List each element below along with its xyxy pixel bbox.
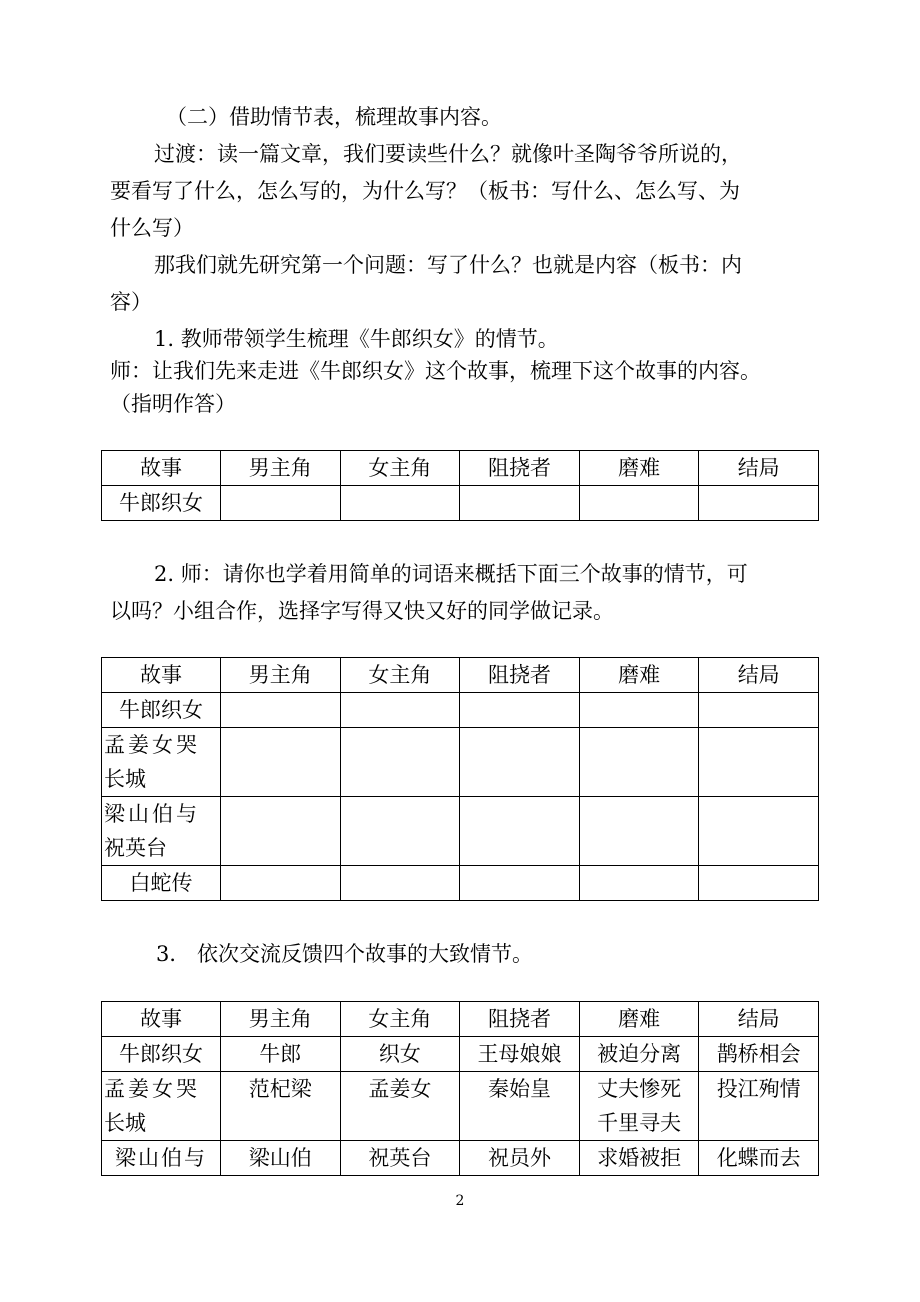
- blank-cell[interactable]: [699, 486, 819, 521]
- blank-cell[interactable]: [460, 486, 580, 521]
- content-line-1: 那我们就先研究第一个问题：写了什么？也就是内容（板书：内: [154, 253, 742, 277]
- blank-cell[interactable]: [579, 693, 699, 728]
- blank-cell[interactable]: [221, 728, 341, 797]
- header-cell: 磨难: [579, 1002, 699, 1037]
- blank-cell[interactable]: [460, 797, 580, 866]
- blank-cell[interactable]: [699, 693, 819, 728]
- blank-cell[interactable]: [221, 693, 341, 728]
- table-row: [102, 1072, 819, 1141]
- step1-title: 1. 教师带领学生梳理《牛郎织女》的情节。: [154, 327, 559, 351]
- content-line-2: 容）: [110, 290, 152, 314]
- hardship-cell: [579, 1072, 699, 1141]
- ending-cell: 鹊桥相会: [699, 1037, 819, 1072]
- table-row: [102, 1141, 819, 1176]
- header-cell: 女主角: [340, 658, 460, 693]
- female-lead-cell: 祝英台: [340, 1141, 460, 1176]
- section-title: （二）借助情节表，梳理故事内容。: [166, 105, 502, 129]
- header-cell: 结局: [699, 451, 819, 486]
- header-cell: 女主角: [340, 451, 460, 486]
- story-line: 孟姜女哭: [104, 1077, 200, 1101]
- hardship-cell: 被迫分离: [579, 1037, 699, 1072]
- blank-cell[interactable]: [579, 728, 699, 797]
- blank-cell[interactable]: [221, 797, 341, 866]
- table-row: [102, 693, 819, 728]
- header-cell: 男主角: [221, 658, 341, 693]
- table-row: [102, 1037, 819, 1072]
- plot-table-2: [101, 657, 819, 901]
- step2-line-1: 2. 师：请你也学着用简单的词语来概括下面三个故事的情节，可: [154, 562, 748, 586]
- story-cell: 牛郎织女: [102, 1037, 221, 1072]
- hardship-line: 丈夫惨死: [597, 1077, 682, 1101]
- step3-title: 3． 依次交流反馈四个故事的大致情节。: [156, 942, 534, 966]
- obstructor-cell: 王母娘娘: [460, 1037, 580, 1072]
- blank-cell[interactable]: [579, 797, 699, 866]
- header-cell: 磨难: [579, 658, 699, 693]
- header-cell: 结局: [699, 1002, 819, 1037]
- obstructor-cell: 祝员外: [460, 1141, 580, 1176]
- table-row: [102, 797, 819, 866]
- story-line: 孟姜女哭: [104, 733, 200, 757]
- transition-line-1: 过渡：读一篇文章，我们要读些什么？就像叶圣陶爷爷所说的，: [154, 142, 742, 166]
- story-line: 梁山伯与: [104, 802, 200, 826]
- blank-cell[interactable]: [579, 866, 699, 901]
- blank-cell[interactable]: [340, 728, 460, 797]
- table-row: [102, 486, 819, 521]
- header-cell: 男主角: [221, 1002, 341, 1037]
- ending-cell: 投江殉情: [699, 1072, 819, 1141]
- blank-cell[interactable]: [460, 728, 580, 797]
- table-header-row: [102, 1002, 819, 1037]
- female-lead-cell: 织女: [340, 1037, 460, 1072]
- plot-table-3: [101, 1001, 819, 1176]
- story-cell: 白蛇传: [102, 866, 221, 901]
- blank-cell[interactable]: [340, 486, 460, 521]
- story-cell: [102, 728, 221, 797]
- step2-line-2: 以吗？小组合作，选择字写得又快又好的同学做记录。: [110, 599, 614, 623]
- hardship-line: 千里寻夫: [597, 1111, 682, 1135]
- table-header-row: [102, 451, 819, 486]
- female-lead-cell: 孟姜女: [340, 1072, 460, 1141]
- blank-cell[interactable]: [579, 486, 699, 521]
- header-cell: 男主角: [221, 451, 341, 486]
- table-row: [102, 728, 819, 797]
- male-lead-cell: 牛郎: [221, 1037, 341, 1072]
- male-lead-cell: 梁山伯: [221, 1141, 341, 1176]
- story-line: 长城: [104, 767, 146, 791]
- blank-cell[interactable]: [699, 797, 819, 866]
- story-cell: 牛郎织女: [102, 693, 221, 728]
- header-cell: 女主角: [340, 1002, 460, 1037]
- ending-cell: 化蝶而去: [699, 1141, 819, 1176]
- story-cell: 牛郎织女: [102, 486, 221, 521]
- transition-line-2: 要看写了什么，怎么写的，为什么写？（板书：写什么、怎么写、为: [110, 179, 740, 203]
- blank-cell[interactable]: [221, 486, 341, 521]
- plot-table-1: [101, 450, 819, 521]
- story-line: 祝英台: [104, 836, 167, 860]
- story-cell: [102, 1072, 221, 1141]
- blank-cell[interactable]: [460, 693, 580, 728]
- blank-cell[interactable]: [340, 693, 460, 728]
- header-cell: 故事: [102, 658, 221, 693]
- blank-cell[interactable]: [221, 866, 341, 901]
- header-cell: 磨难: [579, 451, 699, 486]
- header-cell: 阻挠者: [460, 1002, 580, 1037]
- step1-note: （指明作答）: [110, 392, 236, 416]
- blank-cell[interactable]: [699, 866, 819, 901]
- blank-cell[interactable]: [340, 866, 460, 901]
- step1-teacher: 师：让我们先来走进《牛郎织女》这个故事，梳理下这个故事的内容。: [110, 359, 761, 383]
- transition-line-3: 什么写）: [110, 216, 194, 240]
- blank-cell[interactable]: [340, 797, 460, 866]
- hardship-cell: 求婚被拒: [579, 1141, 699, 1176]
- header-cell: 结局: [699, 658, 819, 693]
- table-header-row: [102, 658, 819, 693]
- header-cell: 故事: [102, 1002, 221, 1037]
- story-cell: 梁山伯与: [102, 1141, 221, 1176]
- table-row: [102, 866, 819, 901]
- story-line: 长城: [104, 1111, 146, 1135]
- story-cell: [102, 797, 221, 866]
- header-cell: 阻挠者: [460, 451, 580, 486]
- blank-cell[interactable]: [460, 866, 580, 901]
- header-cell: 故事: [102, 451, 221, 486]
- page-number: 2: [455, 1193, 465, 1209]
- blank-cell[interactable]: [699, 728, 819, 797]
- header-cell: 阻挠者: [460, 658, 580, 693]
- obstructor-cell: 秦始皇: [460, 1072, 580, 1141]
- male-lead-cell: 范杞梁: [221, 1072, 341, 1141]
